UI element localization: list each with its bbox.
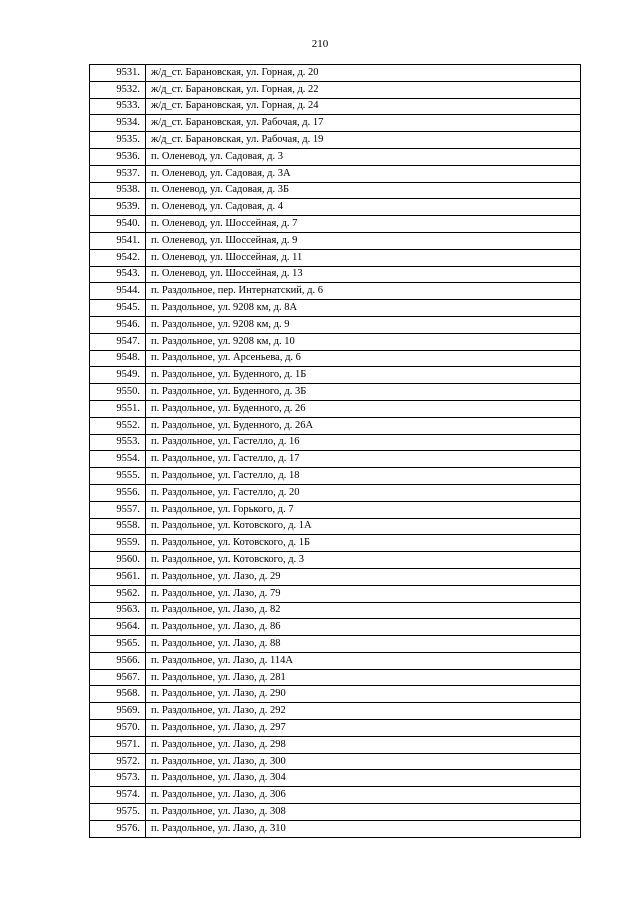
row-number: 9570.: [90, 720, 146, 737]
row-number: 9532.: [90, 81, 146, 98]
row-number: 9547.: [90, 333, 146, 350]
row-address: п. Раздольное, ул. 9208 км, д. 8А: [146, 300, 581, 317]
row-address: п. Раздольное, ул. Лазо, д. 86: [146, 619, 581, 636]
table-row: [90, 199, 581, 216]
row-number: 9536.: [90, 148, 146, 165]
row-address: п. Раздольное, ул. 9208 км, д. 9: [146, 316, 581, 333]
row-address: п. Раздольное, ул. Лазо, д. 304: [146, 770, 581, 787]
row-number: 9572.: [90, 753, 146, 770]
row-address: п. Раздольное, ул. Горького, д. 7: [146, 501, 581, 518]
row-number: 9545.: [90, 300, 146, 317]
table-row: [90, 753, 581, 770]
table-row: [90, 669, 581, 686]
row-address: п. Раздольное, ул. Котовского, д. 1А: [146, 518, 581, 535]
table-row: [90, 98, 581, 115]
row-address: п. Раздольное, ул. Лазо, д. 82: [146, 602, 581, 619]
row-number: 9576.: [90, 820, 146, 837]
row-number: 9531.: [90, 65, 146, 82]
table-row: [90, 720, 581, 737]
row-address: п. Оленевод, ул. Садовая, д. 4: [146, 199, 581, 216]
table-row: [90, 535, 581, 552]
row-number: 9558.: [90, 518, 146, 535]
row-address: п. Оленевод, ул. Садовая, д. 3А: [146, 165, 581, 182]
row-number: 9557.: [90, 501, 146, 518]
row-address: ж/д_ст. Барановская, ул. Горная, д. 20: [146, 65, 581, 82]
table-row: [90, 400, 581, 417]
row-address: п. Раздольное, ул. Арсеньева, д. 6: [146, 350, 581, 367]
row-number: 9549.: [90, 367, 146, 384]
table-row: [90, 417, 581, 434]
row-number: 9551.: [90, 400, 146, 417]
table-row: [90, 350, 581, 367]
row-number: 9538.: [90, 182, 146, 199]
table-row: [90, 232, 581, 249]
row-number: 9556.: [90, 484, 146, 501]
table-row: [90, 770, 581, 787]
table-row: [90, 132, 581, 149]
row-address: п. Раздольное, ул. Лазо, д. 308: [146, 804, 581, 821]
row-address: п. Раздольное, ул. Лазо, д. 290: [146, 686, 581, 703]
row-address: п. Раздольное, ул. Гастелло, д. 18: [146, 468, 581, 485]
table-row: [90, 619, 581, 636]
row-address: п. Раздольное, ул. Буденного, д. 3Б: [146, 384, 581, 401]
table-row: [90, 451, 581, 468]
table-row: [90, 501, 581, 518]
table-row: [90, 787, 581, 804]
row-address: п. Раздольное, ул. Лазо, д. 29: [146, 568, 581, 585]
row-address: ж/д_ст. Барановская, ул. Рабочая, д. 17: [146, 115, 581, 132]
row-number: 9539.: [90, 199, 146, 216]
row-number: 9548.: [90, 350, 146, 367]
table-row: [90, 333, 581, 350]
table-row: [90, 804, 581, 821]
table-row: [90, 165, 581, 182]
table-row: [90, 300, 581, 317]
row-address: п. Раздольное, ул. Лазо, д. 306: [146, 787, 581, 804]
row-address: ж/д_ст. Барановская, ул. Горная, д. 22: [146, 81, 581, 98]
row-number: 9543.: [90, 266, 146, 283]
row-number: 9540.: [90, 216, 146, 233]
row-number: 9534.: [90, 115, 146, 132]
row-number: 9552.: [90, 417, 146, 434]
row-number: 9560.: [90, 552, 146, 569]
row-number: 9550.: [90, 384, 146, 401]
table-row: [90, 518, 581, 535]
table-row: [90, 820, 581, 837]
row-address: п. Раздольное, ул. Гастелло, д. 17: [146, 451, 581, 468]
row-number: 9571.: [90, 736, 146, 753]
table-row: [90, 652, 581, 669]
row-address: п. Раздольное, ул. Буденного, д. 1Б: [146, 367, 581, 384]
row-number: 9563.: [90, 602, 146, 619]
table-row: [90, 686, 581, 703]
row-number: 9554.: [90, 451, 146, 468]
row-address: п. Раздольное, ул. Лазо, д. 281: [146, 669, 581, 686]
row-address: п. Оленевод, ул. Садовая, д. 3Б: [146, 182, 581, 199]
table-row: [90, 249, 581, 266]
row-address: п. Раздольное, ул. Гастелло, д. 16: [146, 434, 581, 451]
table-row: [90, 283, 581, 300]
row-address: ж/д_ст. Барановская, ул. Горная, д. 24: [146, 98, 581, 115]
row-number: 9562.: [90, 585, 146, 602]
table-row: [90, 703, 581, 720]
table-row: [90, 367, 581, 384]
table-row: [90, 552, 581, 569]
page-number: 210: [311, 38, 329, 50]
row-address: п. Раздольное, ул. Котовского, д. 3: [146, 552, 581, 569]
row-number: 9568.: [90, 686, 146, 703]
table-row: [90, 636, 581, 653]
row-number: 9565.: [90, 636, 146, 653]
table-row: [90, 266, 581, 283]
row-number: 9564.: [90, 619, 146, 636]
table-row: [90, 148, 581, 165]
row-address: п. Раздольное, ул. Гастелло, д. 20: [146, 484, 581, 501]
table-row: [90, 484, 581, 501]
row-number: 9542.: [90, 249, 146, 266]
row-number: 9574.: [90, 787, 146, 804]
row-address: п. Раздольное, ул. Лазо, д. 79: [146, 585, 581, 602]
row-address: п. Оленевод, ул. Садовая, д. 3: [146, 148, 581, 165]
row-number: 9566.: [90, 652, 146, 669]
row-number: 9535.: [90, 132, 146, 149]
row-address: п. Оленевод, ул. Шоссейная, д. 7: [146, 216, 581, 233]
row-address: п. Оленевод, ул. Шоссейная, д. 11: [146, 249, 581, 266]
row-number: 9553.: [90, 434, 146, 451]
table-row: [90, 65, 581, 82]
row-number: 9575.: [90, 804, 146, 821]
row-address: ж/д_ст. Барановская, ул. Рабочая, д. 19: [146, 132, 581, 149]
row-address: п. Раздольное, ул. 9208 км, д. 10: [146, 333, 581, 350]
row-number: 9533.: [90, 98, 146, 115]
row-address: п. Раздольное, ул. Лазо, д. 310: [146, 820, 581, 837]
table-row: [90, 468, 581, 485]
table-row: [90, 602, 581, 619]
row-number: 9569.: [90, 703, 146, 720]
row-address: п. Раздольное, ул. Лазо, д. 88: [146, 636, 581, 653]
table-row: [90, 115, 581, 132]
row-number: 9573.: [90, 770, 146, 787]
row-number: 9544.: [90, 283, 146, 300]
row-number: 9567.: [90, 669, 146, 686]
row-address: п. Раздольное, ул. Буденного, д. 26А: [146, 417, 581, 434]
table-row: [90, 216, 581, 233]
row-address: п. Раздольное, ул. Лазо, д. 300: [146, 753, 581, 770]
row-number: 9559.: [90, 535, 146, 552]
row-address: п. Раздольное, ул. Лазо, д. 292: [146, 703, 581, 720]
row-number: 9541.: [90, 232, 146, 249]
address-table: [89, 64, 581, 838]
row-address: п. Оленевод, ул. Шоссейная, д. 13: [146, 266, 581, 283]
row-address: п. Раздольное, ул. Лазо, д. 298: [146, 736, 581, 753]
table-row: [90, 585, 581, 602]
table-row: [90, 736, 581, 753]
address-table-body: [90, 65, 581, 838]
table-row: [90, 384, 581, 401]
row-address: п. Раздольное, пер. Интернатский, д. 6: [146, 283, 581, 300]
row-number: 9537.: [90, 165, 146, 182]
table-row: [90, 434, 581, 451]
row-address: п. Оленевод, ул. Шоссейная, д. 9: [146, 232, 581, 249]
table-row: [90, 568, 581, 585]
row-address: п. Раздольное, ул. Лазо, д. 114А: [146, 652, 581, 669]
row-address: п. Раздольное, ул. Буденного, д. 26: [146, 400, 581, 417]
row-number: 9555.: [90, 468, 146, 485]
table-row: [90, 81, 581, 98]
row-number: 9561.: [90, 568, 146, 585]
row-address: п. Раздольное, ул. Лазо, д. 297: [146, 720, 581, 737]
row-number: 9546.: [90, 316, 146, 333]
table-row: [90, 316, 581, 333]
row-address: п. Раздольное, ул. Котовского, д. 1Б: [146, 535, 581, 552]
table-row: [90, 182, 581, 199]
